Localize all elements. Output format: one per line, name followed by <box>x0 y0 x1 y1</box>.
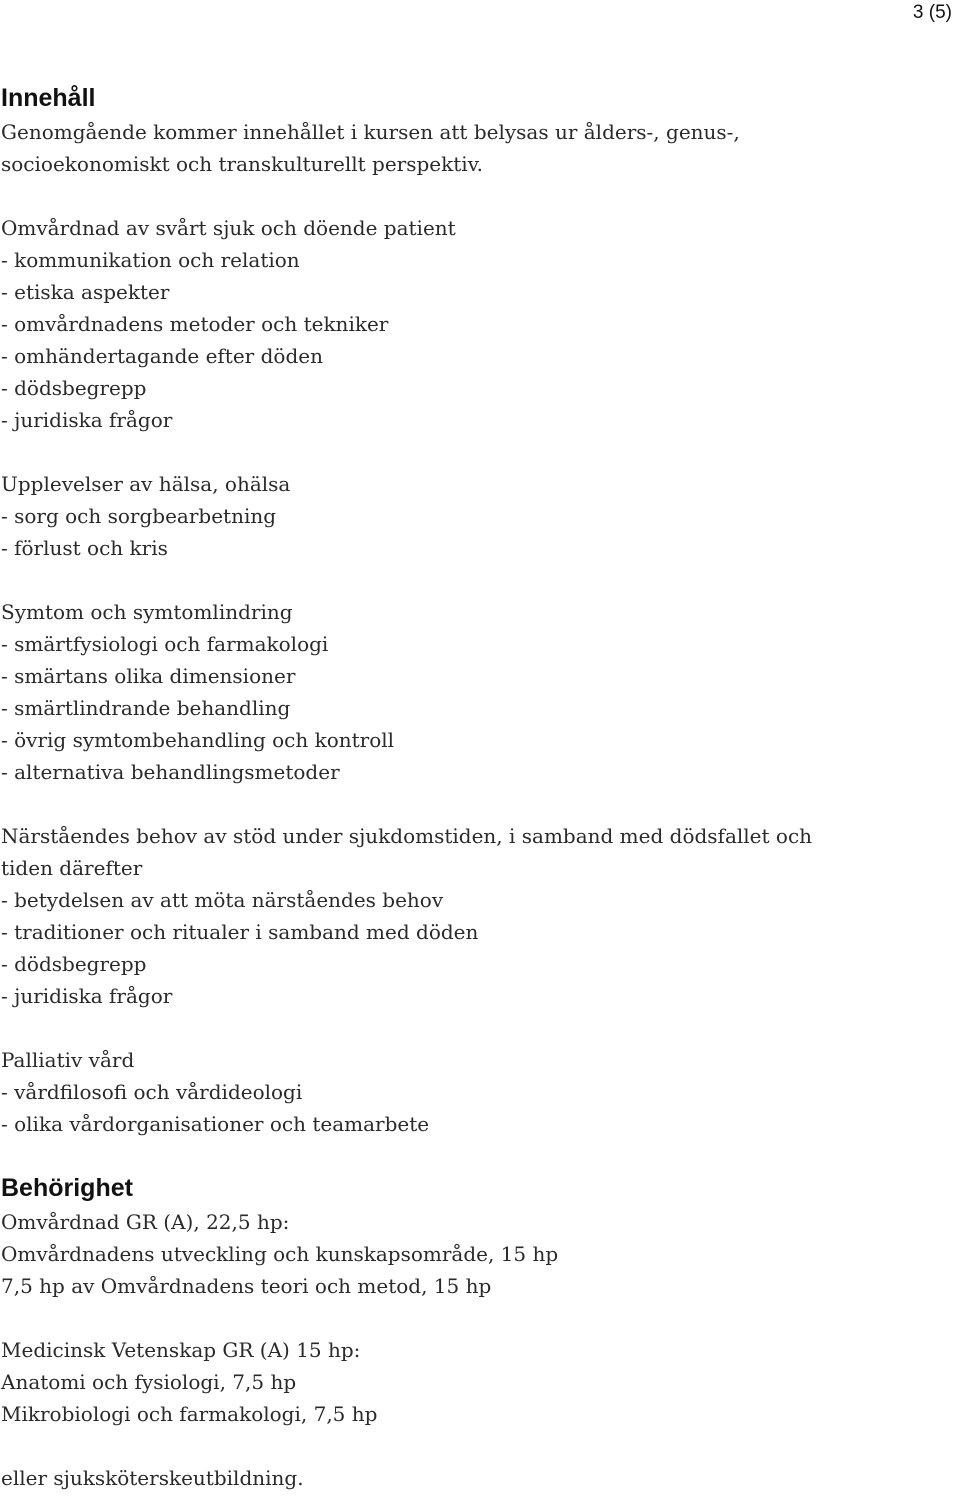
requirement-line: Omvårdnad GR (A), 22,5 hp: <box>1 1210 290 1234</box>
list-item: - dödsbegrepp <box>1 952 147 976</box>
list-item: - smärtlindrande behandling <box>1 696 291 720</box>
requirement-line: Mikrobiologi och farmakologi, 7,5 hp <box>1 1402 378 1426</box>
intro-line: socioekonomiskt och transkulturellt perspektiv. <box>1 152 483 176</box>
section-title: Palliativ vård <box>1 1048 135 1072</box>
list-item: - olika vårdorganisationer och teamarbete <box>1 1112 430 1136</box>
heading-behorighet: Behörighet <box>1 1174 133 1202</box>
requirement-closing: eller sjuksköterskeutbildning. <box>1 1466 304 1490</box>
section-title: Upplevelser av hälsa, ohälsa <box>1 472 291 496</box>
requirement-line: Omvårdnadens utveckling och kunskapsområde, 15 hp <box>1 1242 559 1266</box>
list-item: - juridiska frågor <box>1 408 173 432</box>
heading-innehall: Innehåll <box>1 84 96 112</box>
list-item: - smärtfysiologi och farmakologi <box>1 632 329 656</box>
section-title: Närståendes behov av stöd under sjukdomstiden, i samband med dödsfallet och <box>1 824 813 848</box>
requirement-line: Anatomi och fysiologi, 7,5 hp <box>1 1370 297 1394</box>
list-item: - juridiska frågor <box>1 984 173 1008</box>
intro-line: Genomgående kommer innehållet i kursen att belysas ur ålders-, genus-, <box>1 120 740 144</box>
list-item: - etiska aspekter <box>1 280 170 304</box>
list-item: - traditioner och ritualer i samband med döden <box>1 920 479 944</box>
list-item: - vårdfilosofi och vårdideologi <box>1 1080 303 1104</box>
list-item: - kommunikation och relation <box>1 248 300 272</box>
section-title: Omvårdnad av svårt sjuk och döende patient <box>1 216 456 240</box>
section-title-continued: tiden därefter <box>1 856 143 880</box>
document-body <box>1 82 956 1494</box>
list-item: - omvårdnadens metoder och tekniker <box>1 312 389 336</box>
list-item: - dödsbegrepp <box>1 376 147 400</box>
list-item: - omhändertagande efter döden <box>1 344 323 368</box>
requirement-line: Medicinsk Vetenskap GR (A) 15 hp: <box>1 1338 361 1362</box>
section-title: Symtom och symtomlindring <box>1 600 293 624</box>
list-item: - sorg och sorgbearbetning <box>1 504 277 528</box>
list-item: - övrig symtombehandling och kontroll <box>1 728 395 752</box>
list-item: - alternativa behandlingsmetoder <box>1 760 340 784</box>
requirement-line: 7,5 hp av Omvårdnadens teori och metod, 15 hp <box>1 1274 492 1298</box>
list-item: - smärtans olika dimensioner <box>1 664 296 688</box>
list-item: - betydelsen av att möta närståendes behov <box>1 888 444 912</box>
page-number: 3 (5) <box>912 2 952 23</box>
list-item: - förlust och kris <box>1 536 168 560</box>
